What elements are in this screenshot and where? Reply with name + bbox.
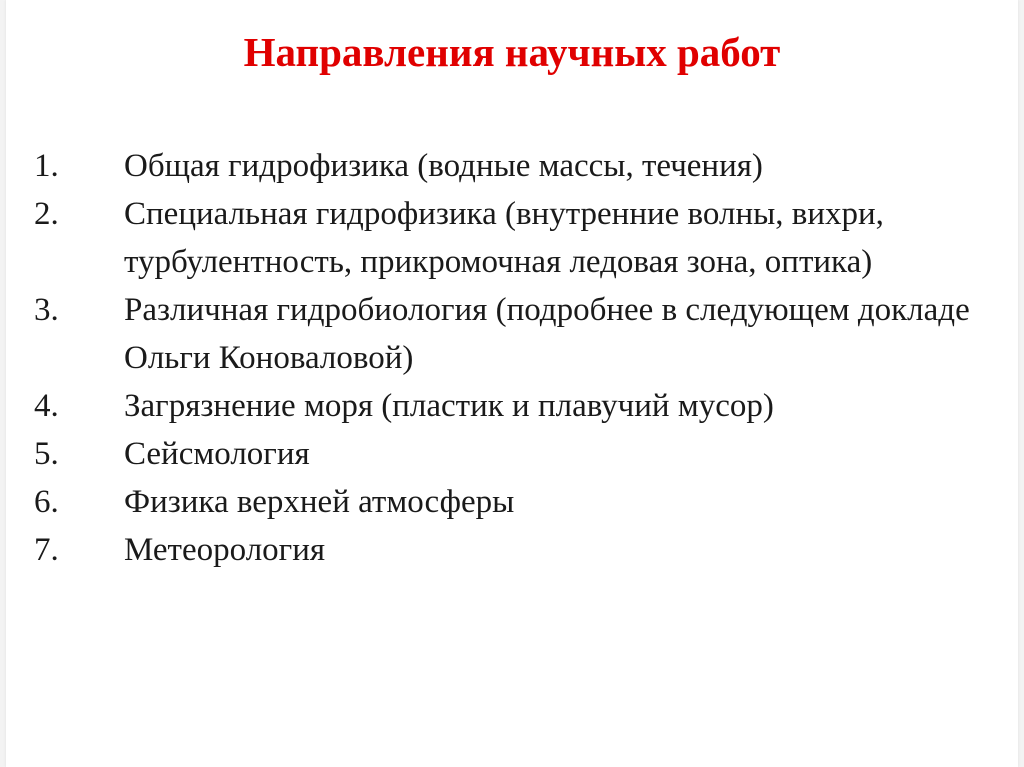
list-item: [34, 526, 994, 574]
list-item: [34, 382, 994, 430]
list-item-number: 4.: [34, 388, 59, 424]
list-item-text: Загрязнение моря (пластик и плавучий мусор): [124, 388, 774, 424]
list-item: [34, 478, 994, 526]
list-item: [34, 190, 994, 286]
list-item-number: 5.: [34, 436, 59, 472]
list-item-text: Сейсмология: [124, 436, 310, 472]
list-item-text: Общая гидрофизика (водные массы, течения): [124, 148, 763, 184]
list-item-number: 1.: [34, 148, 59, 184]
list-item-text: Метеорология: [124, 532, 326, 568]
list-item: [34, 142, 994, 190]
slide-title: Направления научных работ: [243, 29, 781, 75]
list-item-number: 7.: [34, 532, 59, 568]
list-item: [34, 286, 994, 382]
list-item-text: Специальная гидрофизика (внутренние волны, вихри, турбулентность, прикромочная ледовая зона, оптика): [124, 196, 884, 280]
list-item-number: 6.: [34, 484, 59, 520]
list-item-number: 3.: [34, 292, 59, 328]
list-item-number: 2.: [34, 196, 59, 232]
list-item-text: Различная гидробиология (подробнее в следующем докладе Ольги Коноваловой): [124, 292, 970, 376]
list-item-text: Физика верхней атмосферы: [124, 484, 515, 520]
list-item: [34, 430, 994, 478]
research-directions-list: [34, 142, 994, 574]
slide: [6, 0, 1018, 767]
